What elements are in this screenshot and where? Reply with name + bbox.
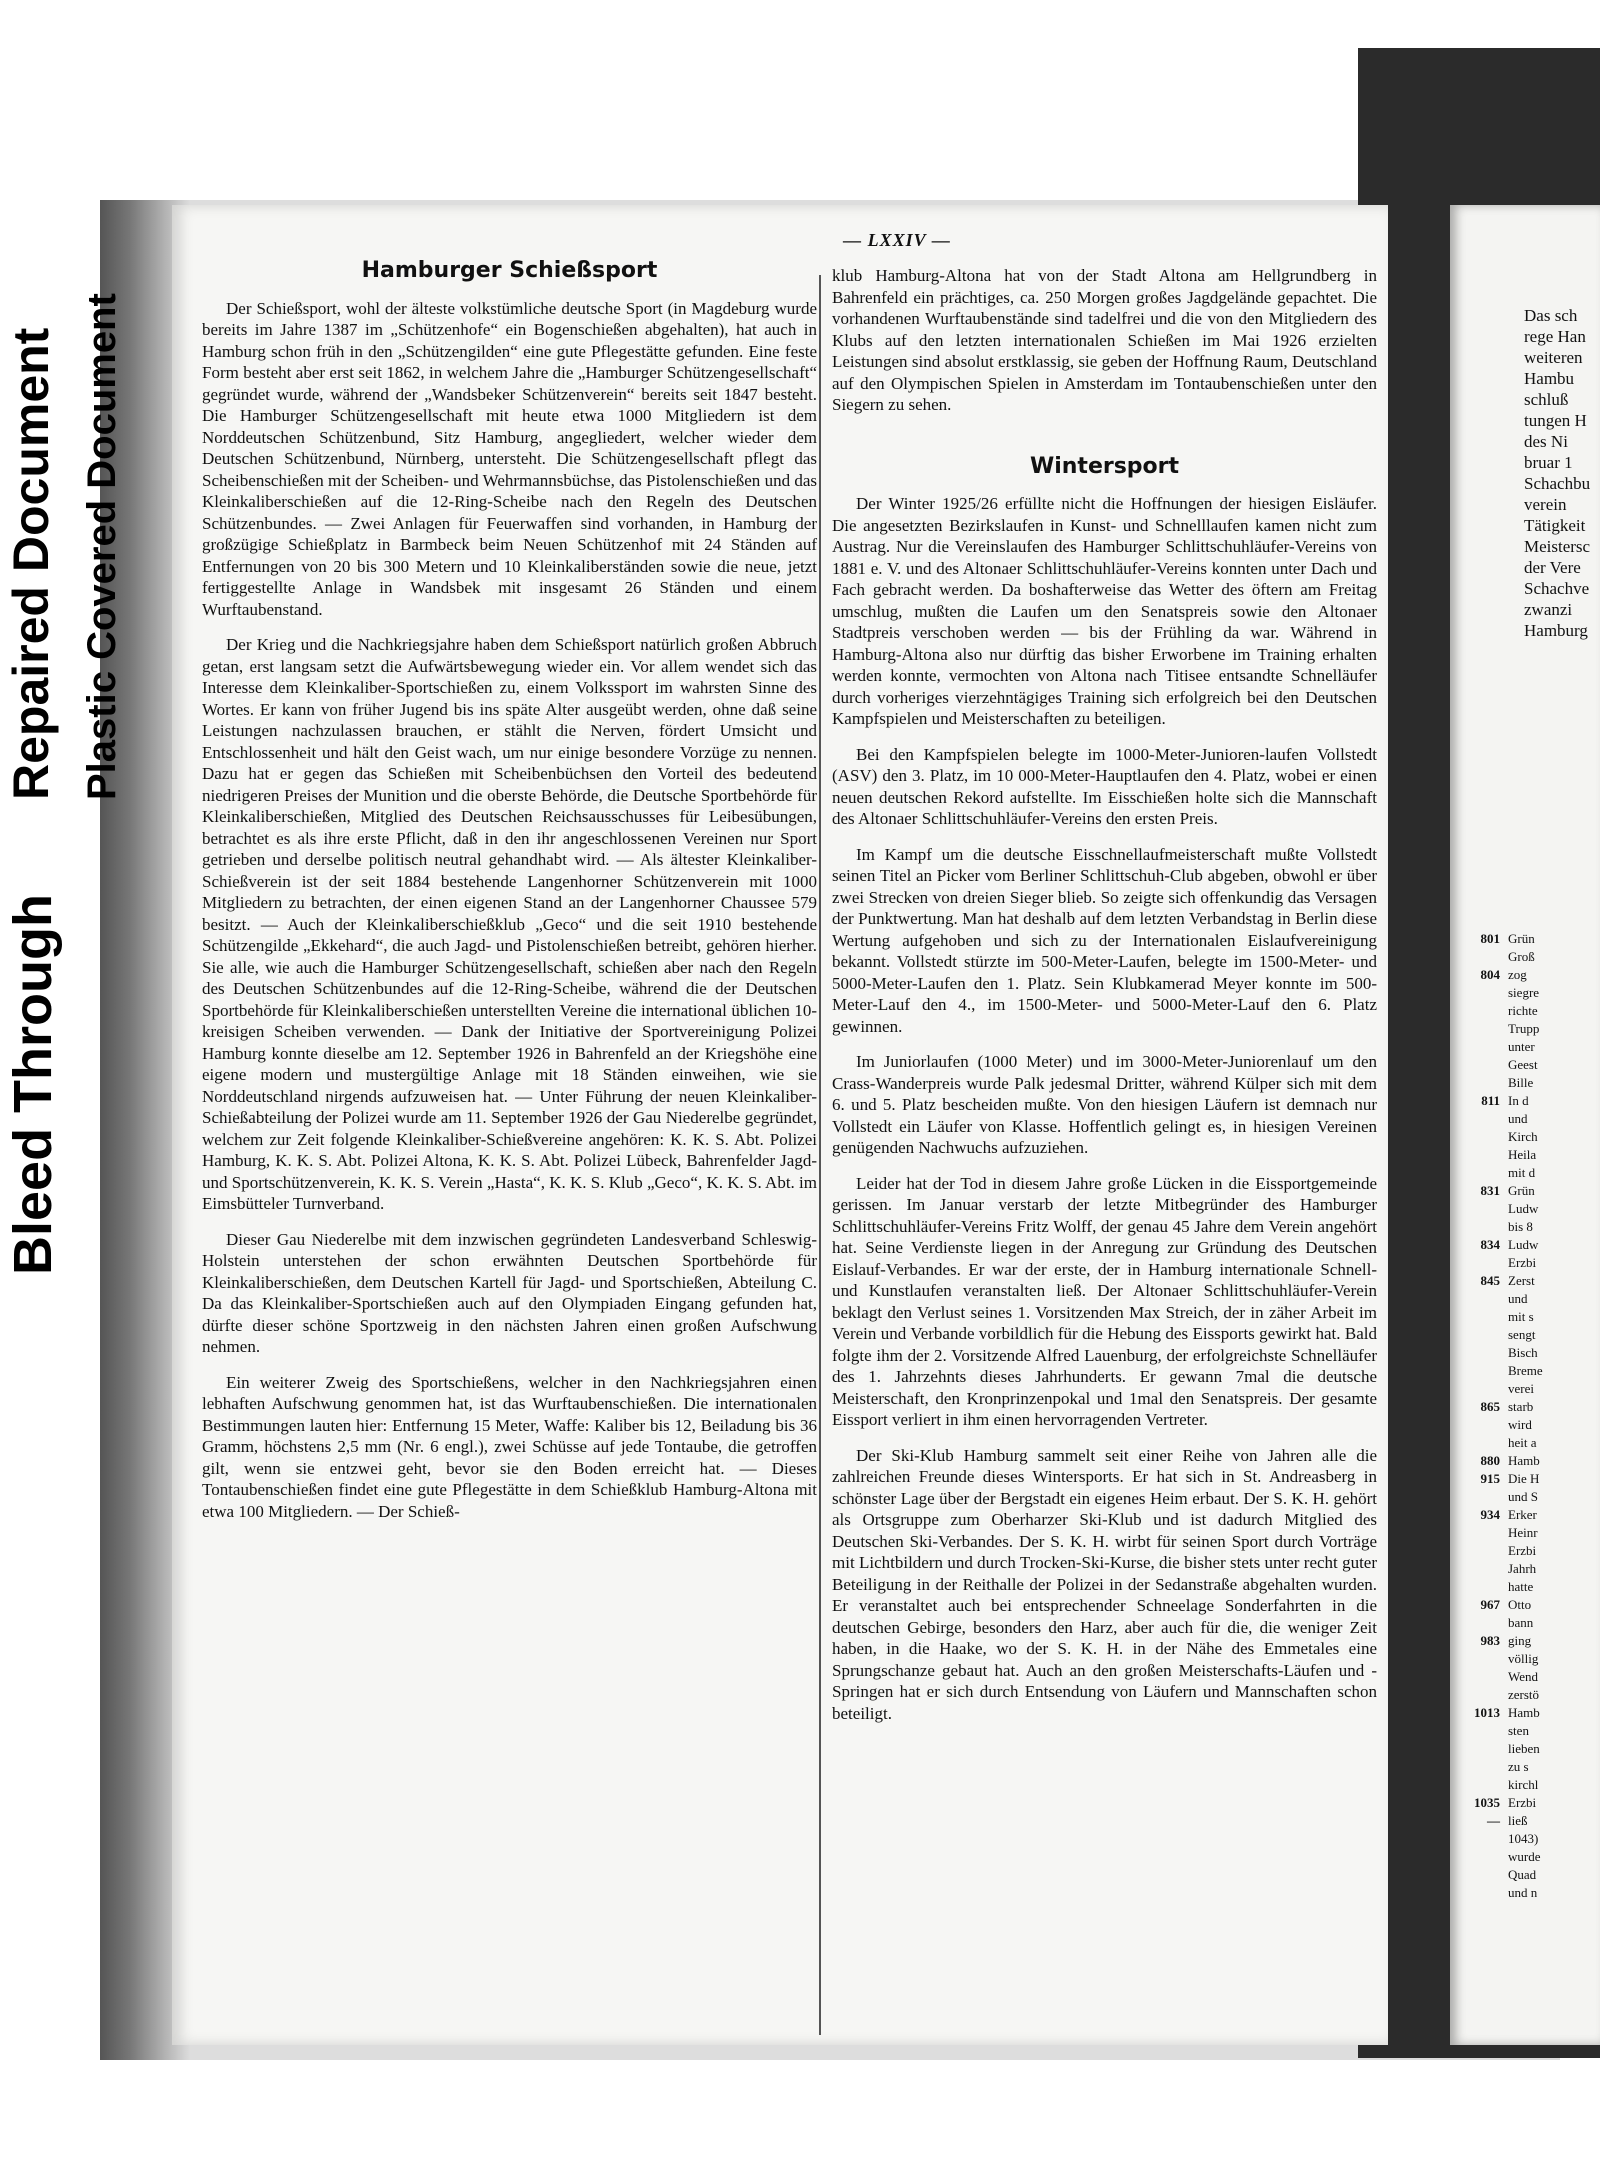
chronology-text: Heinr	[1508, 1525, 1538, 1540]
facing-page-line: Schachbu	[1524, 474, 1591, 493]
chronology-text: zog	[1508, 967, 1527, 982]
chronology-row	[1450, 948, 1543, 966]
chronology-text: Bille	[1508, 1075, 1534, 1090]
chronology-text: und	[1508, 1291, 1528, 1306]
chronology-row	[1450, 1092, 1543, 1110]
chronology-text: wird	[1508, 1417, 1532, 1432]
chronology-row	[1450, 966, 1543, 984]
chronology-text: Ludw	[1508, 1237, 1539, 1252]
chronology-row	[1450, 1272, 1543, 1290]
scan-bottom-margin	[0, 2065, 1600, 2177]
chronology-text: kirchl	[1508, 1777, 1539, 1792]
paragraph: Im Kampf um die deutsche Eisschnellaufmeisterschaft mußte Vollstedt seinen Titel an Picker vom Berliner Schlittschuh-Club abgeben, obwohl er über zwei Strecken von dreien Sieger blieb. So zeigte sich offenkundig das Versagen der Punktwertung. Man hat deshalb auf dem letzten Verbandstag in Berlin diese Wertung aufgehoben und sich zu der Internationalen Eislaufvereinigung bekannt. Vollstedt stürzte im 500-Meter-Laufen, belegte im 1500-Meter- und 5000-Meter-Laufen den 1. Platz. Sein Klubkamerad Meyer konnte im 500-Meter-Lauf den 4., im 1500-Meter- und 5000-Meter-Lauf den 6. Platz gewinnen.	[832, 844, 1377, 1036]
facing-page-line: Meistersc	[1524, 537, 1591, 556]
paragraph: Leider hat der Tod in diesem Jahre große Lücken in die Eissportgemeinde gerissen. Im Januar verstarb der letzte Mitbegründer des Hamburger Schlittschuhläufer-Vereins Fritz Wolff, der genau 45 Jahre dem Verein angehört hat. Seine Verdienste liegen in der Anregung zur Gründung des Deutschen Eislauf-Verbandes. Er war der erste, der in Hamburg internationale Schnell- und Kunstlaufen veranstalten ließ. Der Altonaer Schlittschuhläufer-Verein beklagt den Verlust seines 1. Vorsitzenden Max Streich, der in zäher Arbeit im Verein und Verbande vorbildlich für die Hebung des Eissports gewirkt hat. Bald folgte ihm der 2. Vorsitzende Alfred Lauenburg, der erfolgreichste Schnelläufer des 1. Jahrzehnts dieses Jahrhunderts. Er gewann 7mal die deutsche Meisterschaft, den Kronprinzenpokal und 1mal den Senatspreis. Der gesamte Eissport verliert in ihm einen hervorragenden Vertreter.	[832, 1173, 1377, 1429]
chronology-text: und	[1508, 1111, 1528, 1126]
chronology-row	[1450, 1110, 1543, 1128]
facing-page-chronology	[1450, 930, 1543, 1902]
page-number: — LXXIV —	[843, 230, 951, 250]
right-column	[832, 265, 1377, 1738]
chronology-row	[1450, 1794, 1543, 1812]
main-page	[172, 205, 1388, 2045]
chronology-row	[1450, 1200, 1543, 1218]
chronology-text: und S	[1508, 1489, 1538, 1504]
chronology-year: 834	[1480, 1237, 1500, 1252]
paragraph: Der Ski-Klub Hamburg sammelt seit einer Reihe von Jahren alle die zahlreichen Freunde dieses Wintersports. Er hat sich in St. Andreasberg in schönster Lage über der Bergstadt ein eigenes Heim erbaut. Der S. K. H. gehört als Ortsgruppe zum Oberharzer Ski-Klub und ist dadurch Mitglied des Deutschen Ski-Verbandes. Der S. K. H. wirbt für seinen Sport durch Vorträge mit Lichtbildern und durch Trocken-Ski-Kurse, die bisher stets unter recht guter Beteiligung in der Reithalle der Polizei in der Sedanstraße abgehalten wurden. Er veranstaltet auch bei entsprechender Schneelage Sonderfahrten in die deutschen Gebirge, besonders den Harz, aber auch für die, die weniger Zeit haben, in die Haake, wo der S. K. H. in der Nähe des Emmetales eine Sprungschanze gebaut hat. Auch an den großen Meisterschafts-Läufen und -Springen hat er sich durch Entsendung von Läufern und Mannschaften schon beteiligt.	[832, 1445, 1377, 1723]
chronology-text: 1043)	[1508, 1831, 1539, 1846]
chronology-row	[1450, 1074, 1543, 1092]
chronology-row	[1450, 1650, 1543, 1668]
chronology-text: bann	[1508, 1615, 1534, 1630]
chronology-row	[1450, 1164, 1543, 1182]
facing-page-line: des Ni	[1524, 432, 1568, 451]
chronology-text: mit s	[1508, 1309, 1534, 1324]
chronology-row	[1450, 1776, 1543, 1794]
facing-page-line: Hambu	[1524, 369, 1575, 388]
column-divider	[819, 275, 821, 2035]
chronology-row	[1450, 1362, 1543, 1380]
facing-page-line: tungen H	[1524, 411, 1587, 430]
chronology-row	[1450, 1038, 1543, 1056]
paragraph: Der Schießsport, wohl der älteste volkstümliche deutsche Sport (in Magdeburg wurde bereits im Jahre 1387 im „Schützenhofe“ ein Bogenschießen abgehalten), hat auch in Hamburg schon früh in den „Schützengilden“ eine gute Pflegestätte gefunden. Eine feste Form besteht aber erst seit 1862, in welchem Jahre die „Hamburger Schützengesellschaft“ gegründet wurde, während der „Wandsbeker Schützenverein“ bereits seit 1847 besteht. Die Hamburger Schützengesellschaft mit heute etwa 1000 Mitgliedern ist dem Norddeutschen Schützenbund, Sitz Hamburg, angegliedert, welcher wieder dem Deutschen Schützenbund, Nürnberg, untersteht. Die Schützengesellschaft pflegt das Scheibenschießen mit der Scheiben- und Wehrmannsbüchse, das Pistolenschießen und das Kleinkaliberschießen auf die 12-Ring-Scheibe nach den Regeln des Deutschen Schützenbundes. — Zwei Anlagen für Feuerwaffen sind vorhanden, in Hamburg der großzügige Schießplatz in Barmbeck beim Neuen Schützenhof mit 24 Ständen auf Entfernungen von 20 bis 300 Metern und 10 Kleinkaliberständen sowie die neue, jetzt fertiggestellte Anlage in Wandsbek mit insgesamt 26 Ständen und einem Wurftaubenstand.	[202, 298, 817, 619]
chronology-text: verei	[1508, 1381, 1534, 1396]
paragraph: Ein weiterer Zweig des Sportschießens, welcher in den Nachkriegsjahren einen lebhaften Aufschwung genommen hat, ist das Wurftaubenschießen. Die internationalen Bestimmungen lauten hier: Entfernung 15 Meter, Waffe: Kaliber bis 12, Beiladung bis 36 Gramm, höchstens 2,5 mm (Nr. 6 engl.), zwei Schüsse auf jede Tontaube, die getroffen gilt, wenn sie entzwei geht, bevor sie den Boden erreicht hat. — Dieses Tontaubenschießen findet eine gute Pflegestätte in dem Schießklub Hamburg-Altona mit etwa 100 Mitgliedern. — Der Schieß-	[202, 1372, 817, 1521]
paragraph: Im Juniorlaufen (1000 Meter) und im 3000-Meter-Juniorenlauf um den Crass-Wanderpreis wurde Palk jedesmal Dritter, während Külper sich mit dem 6. und 5. Platz bescheiden mußte. Von den hiesigen Läufern ist demnach nur Vollstedt ein Läufer von Klasse. Hoffentlich gelingt es, in hiesigen Vereinen genügenden Nachwuchs aufzuziehen.	[832, 1052, 1377, 1157]
chronology-row	[1450, 1524, 1543, 1542]
facing-page-line: Tätigkeit	[1524, 516, 1586, 535]
chronology-row	[1450, 1686, 1543, 1704]
chronology-text: Jahrh	[1508, 1561, 1537, 1576]
facing-page-fragment	[1450, 205, 1600, 2045]
facing-page-text	[1524, 305, 1590, 641]
chronology-row	[1450, 1056, 1543, 1074]
chronology-row	[1450, 1020, 1543, 1038]
facing-page-line: weiteren	[1524, 348, 1583, 367]
chronology-text: hatte	[1508, 1579, 1534, 1594]
chronology-text: Grün	[1508, 1183, 1535, 1198]
chronology-text: Kirch	[1508, 1129, 1538, 1144]
chronology-text: Erzbi	[1508, 1795, 1537, 1810]
plastic-covered-label: Plastic Covered Document	[80, 293, 124, 800]
chronology-year: 983	[1480, 1633, 1500, 1648]
chronology-text: Geest	[1508, 1057, 1538, 1072]
chronology-text: und n	[1508, 1885, 1538, 1900]
chronology-year: 831	[1480, 1183, 1500, 1198]
chronology-text: Grün	[1508, 931, 1535, 946]
chronology-year: 804	[1480, 967, 1500, 982]
chronology-row	[1450, 1704, 1543, 1722]
paragraph: Dieser Gau Niederelbe mit dem inzwischen gegründeten Landesverband Schleswig-Holstein unterstehen der schon erwähnten Deutschen Sportbehörde für Kleinkaliberschießen, dem Deutschen Kartell für Jagd- und Sportschießen, Abteilung C. Da das Kleinkaliber-Sportschießen auch auf den Olympiaden Eingang gefunden hat, dürfte dieser schöne Sportzweig in den nächsten Jahren einen großen Aufschwung nehmen.	[202, 1229, 817, 1356]
chronology-row	[1450, 1830, 1543, 1848]
chronology-row	[1450, 1218, 1543, 1236]
chronology-text: lieben	[1508, 1741, 1540, 1756]
chronology-row	[1450, 1416, 1543, 1434]
chronology-row	[1450, 1308, 1543, 1326]
chronology-row	[1450, 1506, 1543, 1524]
left-column	[202, 260, 817, 1536]
chronology-text: unter	[1508, 1039, 1535, 1054]
chronology-text: Zerst	[1508, 1273, 1535, 1288]
chronology-text: zu s	[1508, 1759, 1529, 1774]
chronology-row	[1450, 1146, 1543, 1164]
chronology-text: Quad	[1508, 1867, 1537, 1882]
repaired-document-label: Repaired Document	[3, 327, 59, 800]
chronology-row	[1450, 1398, 1543, 1416]
chronology-row	[1450, 1470, 1543, 1488]
chronology-text: In d	[1508, 1093, 1529, 1108]
chronology-row	[1450, 1254, 1543, 1272]
section-title-schiesssport: Hamburger Schießsport	[361, 258, 658, 283]
chronology-text: siegre	[1508, 985, 1540, 1000]
chronology-row	[1450, 1596, 1543, 1614]
chronology-row	[1450, 1740, 1543, 1758]
chronology-text: Erzbi	[1508, 1255, 1537, 1270]
chronology-row	[1450, 1668, 1543, 1686]
chronology-row	[1450, 984, 1543, 1002]
chronology-row	[1450, 1128, 1543, 1146]
chronology-row	[1450, 1452, 1543, 1470]
facing-page-line: der Vere	[1524, 558, 1581, 577]
chronology-text: Erker	[1508, 1507, 1537, 1522]
chronology-text: Ludw	[1508, 1201, 1539, 1216]
facing-page-line: Hamburg	[1524, 621, 1588, 640]
chronology-text: Erzbi	[1508, 1543, 1537, 1558]
chronology-text: völlig	[1508, 1651, 1539, 1666]
facing-page-line: Das sch	[1524, 306, 1578, 325]
chronology-row	[1450, 1632, 1543, 1650]
chronology-row	[1450, 1290, 1543, 1308]
chronology-year: 1035	[1474, 1795, 1500, 1810]
chronology-row	[1450, 1578, 1543, 1596]
chronology-text: Hamb	[1508, 1453, 1540, 1468]
chronology-text: sengt	[1508, 1327, 1536, 1342]
chronology-row	[1450, 1812, 1543, 1830]
chronology-text: wurde	[1508, 1849, 1541, 1864]
chronology-row	[1450, 1488, 1543, 1506]
paragraph-continuation: klub Hamburg-Altona hat von der Stadt Altona am Hellgrundberg in Bahrenfeld ein prächtiges, ca. 250 Morgen großes Jagdgelände gepachtet. Die vorhandenen Wurftaubenstände sind tadelfrei und die von den Mitgliedern des Klubs auf den letzten internationalen Schießen im Mai 1926 erzielten Leistungen sind absolut erstklassig, sie geben der Hoffnung Raum, Deutschland auf den Olympischen Spielen in Amsterdam im Tontaubenschießen unter den Siegern zu sehen.	[832, 266, 1377, 414]
chronology-year: 845	[1480, 1273, 1500, 1288]
chronology-row	[1450, 1542, 1543, 1560]
chronology-year: —	[1487, 1813, 1500, 1828]
scan-top-margin	[0, 0, 1600, 55]
chronology-row	[1450, 1884, 1543, 1902]
facing-page-line: rege Han	[1524, 327, 1586, 346]
chronology-row	[1450, 1848, 1543, 1866]
chronology-row	[1450, 1758, 1543, 1776]
paragraph: Der Krieg und die Nachkriegsjahre haben dem Schießsport natürlich großen Abbruch getan, erst langsam setzt die Aufwärtsbewegung wieder ein. Vor allem wendet sich das Interesse dem Kleinkaliber-Sportschießen zu, einem Volkssport im wahrsten Sinne des Wortes. Er kann von früher Jugend bis ins späte Alter ausgeübt werden, ohne daß seine Leistungen nachzulassen brauchen, er stählt die Nerven, fördert Umsicht und Entschlossenheit und hält den Geist wach, um nur einige besondere Vorzüge zu nennen. Dazu hat er gegen das Schießen mit Scheibenbüchsen den Vorteil des bedeutend niedrigeren Preises der Munition und die oberste Behörde, die Deutsche Sportbehörde für Kleinkaliberschießen, Mitglied des Deutschen Reichsausschusses für Leibesübungen, betrachtet es als ihre erste Pflicht, daß in den ihr angeschlossenen Vereinen nur Sport getrieben und derselbe politisch neutral gehandhabt wird. — Als ältester Kleinkaliber-Schießverein ist der seit 1884 bestehende Langenhorner Schützenverein mit 1000 Mitgliedern zu betrachten, der einen eigenen Stand an der Langenhorner Chaussee 579 besitzt. — Auch der Kleinkaliberschießklub „Geco“ und die seit 1910 bestehende Schützengilde „Ekkehard“, die auch Jagd- und Pistolenschießen betreibt, gehören hierher. Sie alle, wie auch die Hamburger Schützengesellschaft, schießen aber nach den Regeln des Deutschen Schützenbundes auf die 12-Ring-Scheibe, während die der Deutschen Sportbehörde für Kleinkaliberschießen unterstellten Vereine die international üblichen 10-kreisigen Scheiben verwenden. — Dank der Initiative der Sportvereinigung Polizei Hamburg konnte dieselbe am 12. September 1926 in Bahrenfeld an der Kriegshöhe eine eigene modern und mustergültige Anlage mit 18 Ständen einweihen, wie sie Norddeutschland nirgends aufzuweisen hat. — Unter Führung der neuen Kleinkaliber-Schießabteilung der Polizei wurde am 11. September 1926 der Gau Niederelbe gegründet, welchem zur Zeit folgende Kleinkaliber-Schießvereine angehören: K. K. S. Abt. Polizei Hamburg, K. K. S. Abt. Polizei Altona, K. K. S. Abt. Polizei Lübeck, Bahrenfelder Jagd- und Sportschützenverein, K. K. S. Verein „Hasta“, K. K. S. Klub „Geco“, K. K. S. Abt. im Eimsbütteler Turnverband.	[202, 635, 817, 1213]
chronology-text: starb	[1508, 1399, 1534, 1414]
chronology-row	[1450, 1380, 1543, 1398]
chronology-row	[1450, 1866, 1543, 1884]
chronology-text: Otto	[1508, 1597, 1532, 1612]
chronology-row	[1450, 1722, 1543, 1740]
facing-page-line: Schachve	[1524, 579, 1590, 598]
facing-page-line: bruar 1	[1524, 453, 1573, 472]
chronology-year: 915	[1480, 1471, 1500, 1486]
chronology-year: 865	[1480, 1399, 1500, 1414]
chronology-text: richte	[1508, 1003, 1538, 1018]
chronology-row	[1450, 1002, 1543, 1020]
chronology-text: Trupp	[1508, 1021, 1540, 1036]
chronology-row	[1450, 1614, 1543, 1632]
chronology-row	[1450, 1560, 1543, 1578]
bleed-through-label: Bleed Through	[3, 894, 63, 1275]
facing-page-line: schluß	[1524, 390, 1569, 409]
chronology-year: 811	[1481, 1093, 1500, 1108]
chronology-text: Hamb	[1508, 1705, 1540, 1720]
chronology-row	[1450, 1434, 1543, 1452]
facing-page-line: zwanzi	[1524, 600, 1573, 619]
chronology-text: Heila	[1508, 1147, 1537, 1162]
chronology-row	[1450, 930, 1543, 948]
chronology-text: Die H	[1508, 1471, 1540, 1486]
chronology-text: Wend	[1508, 1669, 1538, 1684]
chronology-year: 880	[1480, 1453, 1500, 1468]
chronology-row	[1450, 1326, 1543, 1344]
chronology-year: 1013	[1474, 1705, 1500, 1720]
facing-page-line: verein	[1524, 495, 1567, 514]
section-title-wintersport: Wintersport	[1029, 453, 1180, 479]
chronology-text: sten	[1508, 1723, 1529, 1738]
chronology-year: 801	[1480, 931, 1500, 946]
paragraph: Der Winter 1925/26 erfüllte nicht die Hoffnungen der hiesigen Eisläufer. Die angesetzten Bezirkslaufen in Kunst- und Schnelllaufen kamen nicht zum Austrag. Nur die Vereinslaufen des Hamburger Schlittschuhläufer-Vereins von 1881 e. V. und des Altonaer Schlittschuhläufer-Vereins konnten unter Dach und Fach gebracht werden. Da boshafterweise das Wetter des öftern am Freitag umschlug, mußten die Laufen um den Senatspreis sowie den Altonaer Stadtpreis verschoben werden — bis der Frühling da war. Während in Hamburg-Altona also nur dürftig das bisher Erworbene im Training erhalten werden konnte, vermochten von Altona nach Titisee entsandte Schnelläufer durch vorheriges vierzehntägiges Training sich erfolgreich bei den Deutschen Kampfspielen und Meisterschaften zu beteiligen.	[832, 494, 1377, 728]
chronology-year: 967	[1480, 1597, 1500, 1612]
chronology-row	[1450, 1236, 1543, 1254]
chronology-text: ließ	[1508, 1813, 1528, 1828]
chronology-text: Bisch	[1508, 1345, 1538, 1360]
chronology-row	[1450, 1182, 1543, 1200]
chronology-year: 934	[1480, 1507, 1500, 1522]
chronology-text: Groß	[1508, 949, 1535, 964]
chronology-text: bis 8	[1508, 1219, 1533, 1234]
chronology-text: ging	[1508, 1633, 1532, 1648]
chronology-text: heit a	[1508, 1435, 1537, 1450]
paragraph: Bei den Kampfspielen belegte im 1000-Meter-Junioren-laufen Vollstedt (ASV) den 3. Platz, im 10 000-Meter-Hauptlaufen den 4. Platz, wobei er einen neuen deutschen Rekord aufstellte. Im Eisschießen holte sich die Mannschaft des Altonaer Schlittschuhläufer-Vereins den ersten Preis.	[832, 744, 1377, 828]
chronology-row	[1450, 1344, 1543, 1362]
chronology-text: zerstö	[1508, 1687, 1540, 1702]
chronology-text: mit d	[1508, 1165, 1536, 1180]
chronology-text: Breme	[1508, 1363, 1543, 1378]
